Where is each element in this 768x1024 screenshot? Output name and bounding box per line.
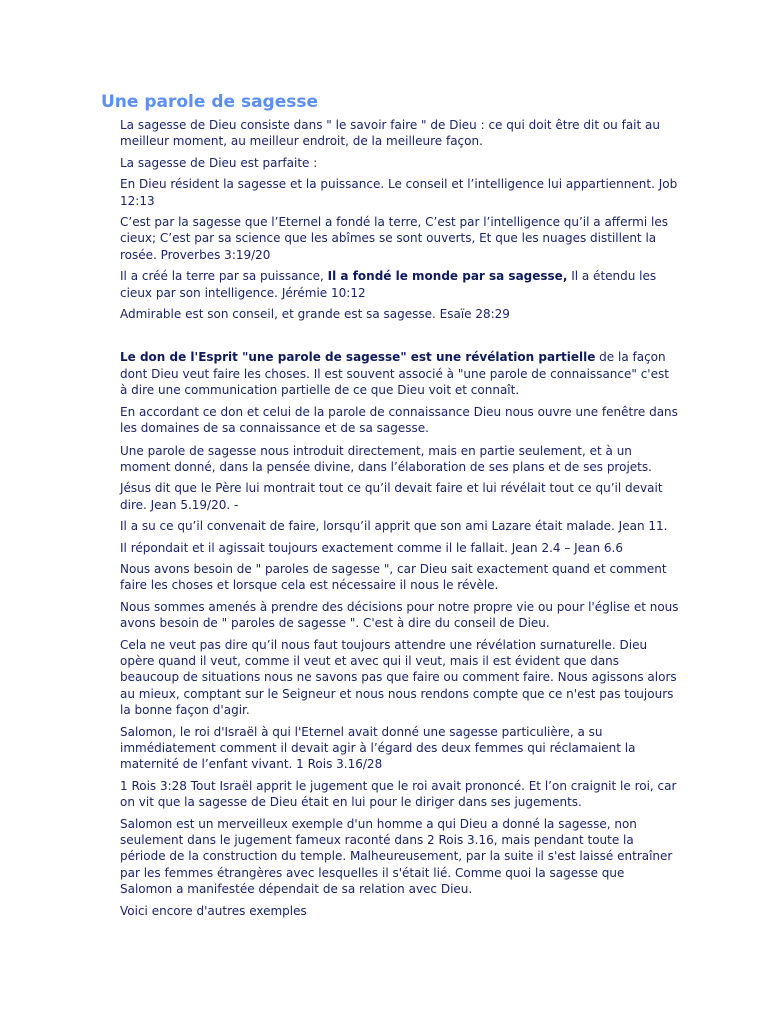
paragraph-definition: La sagesse de Dieu consiste dans " le savoir faire " de Dieu : ce qui doit être dit ou fait au meilleur moment, au meilleur endroit, de la meilleure façon. [120,118,660,149]
paragraph-rois: 1 Rois 3:28 Tout Israël apprit le jugement que le roi avait prononcé. Et l’on craignit le roi, car on vit que la sagesse de Dieu était en lui pour le diriger dans ses jugements. [120,778,677,810]
paragraph-don-esprit-after: de la façon dont Dieu veut faire les choses. Il est souvent associé à "une parole de connaissance" c'est à dire une communication partielle de ce que Dieu voit et connaît. [120,350,669,398]
paragraph-besoin: Nous avons besoin de " paroles de sagesse ", car Dieu sait exactement quand et comment faire les choses et lorsque cela est nécessaire il nous le révèle. [120,561,667,593]
paragraph-jeremie-after: Il a étendu les cieux par son intelligence. Jérémie 10:12 [120,269,657,300]
paragraph-repondait: Il répondait et il agissait toujours exactement comme il le fallait. Jean 2.4 – Jean 6.6 [120,540,623,555]
paragraph-job: En Dieu résident la sagesse et la puissance. Le conseil et l’intelligence lui appartiennent. Job 12:13 [120,177,678,208]
paragraph-jeremie-before: Il a créé la terre par sa puissance, [120,269,328,284]
paragraph-salomon-exemple: Salomon est un merveilleux exemple d'un homme a qui Dieu a donné la sagesse, non seulement dans le jugement fameux raconté dans 2 Rois 3.16, mais pendant toute la période de la construction du temple. Malheureusement, par la suite il s'est laissé entraîner par les femmes étrangères avec lesquelles il s'était lié. Comme quoi la sagesse que Salomon a manifestée dépendait de sa relation avec Dieu. [120,816,673,897]
paragraph-revelation: Cela ne veut pas dire qu’il nous faut toujours attendre une révélation surnaturelle. Dieu opère quand il veut, comme il veut et avec qui il veut, mais il est évident que dans beaucoup de situations nous ne savons pas que faire ou comment faire. Nous agissons alors au mieux, comptant sur le Seigneur et nous nous rendons compte que ce n'est pas toujours la bonne façon d'agir. [120,637,677,718]
paragraph-esaie: Admirable est son conseil, et grande est sa sagesse. Esaïe 28:29 [120,307,510,322]
document-body [120,117,680,919]
page-title: Une parole de sagesse [101,92,319,112]
paragraph-fenetre: En accordant ce don et celui de la parole de connaissance Dieu nous ouvre une fenêtre dans les domaines de sa connaissance et de sa sagesse. [120,404,678,436]
paragraph-lazare: Il a su ce qu’il convenait de faire, lorsqu’il apprit que son ami Lazare était malade. Jean 11. [120,519,668,534]
paragraph-jesus: Jésus dit que le Père lui montrait tout ce qu’il devait faire et lui révélait tout ce qu’il devait dire. Jean 5.19/20. - [120,481,663,512]
paragraph-decisions: Nous sommes amenés à prendre des décisions pour notre propre vie ou pour l'église et nous avons besoin de " paroles de sagesse ". C'est à dire du conseil de Dieu. [120,599,679,631]
paragraph-salomon: Salomon, le roi d'Israël à qui l'Eternel avait donné une sagesse particulière, a su immédiatement comment il devait agir à l’égard des deux femmes qui réclamaient la maternité de l’enfant vivant. 1 Rois 3.16/28 [120,724,636,772]
paragraph-don-esprit-bold: Le don de l'Esprit "une parole de sagesse" est une révélation partielle [120,350,596,365]
paragraph-don-esprit [120,349,680,398]
paragraph-autres-exemples: Voici encore d'autres exemples [120,903,307,918]
paragraph-jeremie [120,268,680,301]
paragraph-proverbes: C’est par la sagesse que l’Eternel a fondé la terre, C’est par l’intelligence qu’il a affermi les cieux; C’est par sa science que les abîmes se sont ouverts, Et que les nuages distillent la rosée. Proverbes 3:19/20 [120,215,668,262]
paragraph-pensee-divine: Une parole de sagesse nous introduit directement, mais en partie seulement, et à un moment donné, dans la pensée divine, dans l’élaboration de ses plans et de ses projets. [120,443,652,474]
paragraph-jeremie-bold: Il a fondé le monde par sa sagesse, [327,269,568,284]
paragraph-perfect: La sagesse de Dieu est parfaite : [120,155,318,170]
